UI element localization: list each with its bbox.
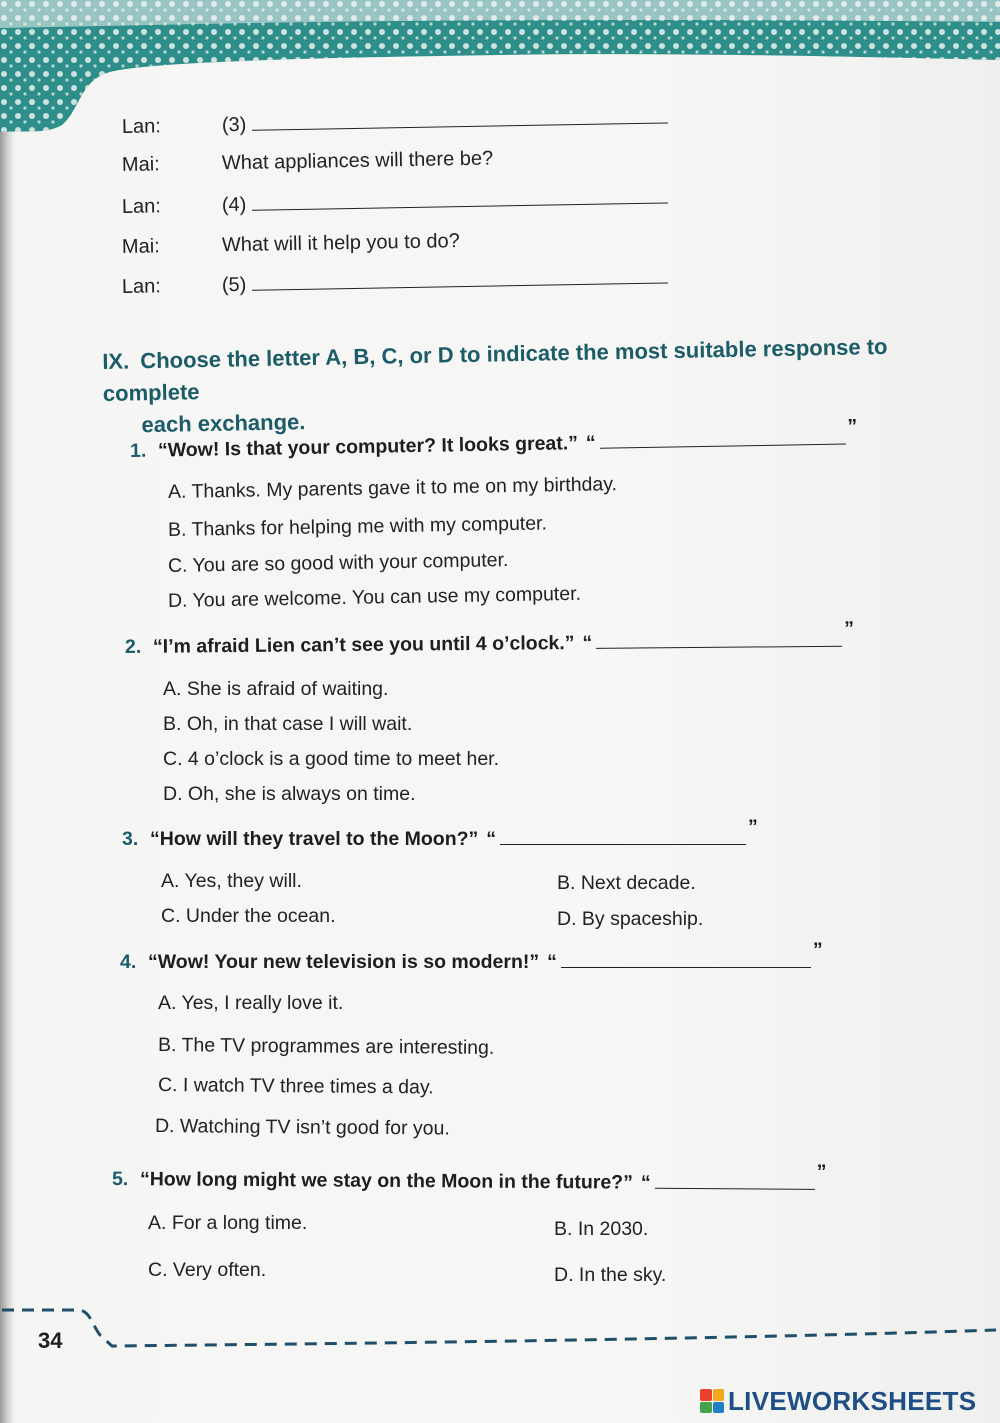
dialogue-line-5: [122, 266, 722, 306]
section-title-line1: Choose the letter A, B, C, or D to indicate the most suitable response to complete: [102, 333, 888, 406]
question-prompt: “Wow! Is that your computer? It looks great.”: [157, 432, 579, 462]
footer-dashed-line: [0, 1300, 1000, 1360]
speaker-label: Lan:: [121, 115, 162, 138]
liveworksheets-text: LIVEWORKSHEETS: [728, 1385, 977, 1416]
section-title: [102, 330, 934, 442]
speaker-label: Mai:: [121, 153, 160, 176]
section-title-line2: each exchange.: [141, 409, 306, 438]
answer-blank[interactable]: [596, 632, 842, 649]
option-c[interactable]: C. Under the ocean.: [161, 905, 336, 927]
option-d[interactable]: D. You are welcome. You can use my computer.: [167, 582, 582, 612]
question-number: 5.: [111, 1168, 129, 1191]
dialogue-line-4: [122, 186, 722, 226]
option-b[interactable]: B. The TV programmes are interesting.: [157, 1034, 495, 1059]
question-number: 2.: [124, 635, 142, 658]
option-b[interactable]: B. Thanks for helping me with my computer.: [167, 512, 548, 541]
answer-blank[interactable]: [500, 830, 746, 845]
dialogue-number: (4): [221, 193, 247, 217]
dialogue-number: (5): [221, 273, 247, 297]
option-c[interactable]: C. I watch TV three times a day.: [157, 1074, 434, 1099]
question-2: 2. “I’m afraid Lien can’t see you until 4 o’clock.” “”: [124, 617, 854, 658]
dialogue-text: What will it help you to do?: [221, 230, 460, 257]
dialogue-text: What appliances will there be?: [221, 147, 494, 175]
answer-blank[interactable]: [252, 186, 668, 210]
question-prompt: “Wow! Your new television is so modern!”: [148, 951, 540, 973]
liveworksheets-mark-icon: [700, 1389, 724, 1413]
section-number: IX.: [102, 348, 130, 374]
question-prompt: “I’m afraid Lien can’t see you until 4 o’clock.”: [152, 632, 575, 658]
liveworksheets-logo: [700, 1386, 976, 1416]
dialogue-line-question-appliances: [122, 144, 722, 184]
option-c[interactable]: C. You are so good with your computer.: [167, 549, 509, 577]
option-a[interactable]: A. Thanks. My parents gave it to me on my birthday.: [167, 473, 618, 503]
option-d[interactable]: D. By spaceship.: [557, 908, 704, 930]
question-prompt: “How long might we stay on the Moon in the future?”: [139, 1168, 633, 1194]
question-5: 5. “How long might we stay on the Moon in the future?” “ ”: [111, 1160, 827, 1194]
option-b[interactable]: B. Oh, in that case I will wait.: [163, 713, 413, 735]
page-number: 34: [38, 1328, 63, 1353]
answer-blank[interactable]: [252, 266, 668, 290]
option-b[interactable]: B. Next decade.: [557, 872, 696, 894]
question-number: 1.: [129, 439, 147, 462]
question-number: 3.: [122, 828, 139, 850]
option-c[interactable]: C. Very often.: [148, 1259, 267, 1281]
answer-blank[interactable]: [600, 430, 846, 449]
speaker-label: Lan:: [121, 195, 162, 218]
option-c[interactable]: C. 4 o’clock is a good time to meet her.: [163, 748, 499, 770]
question-prompt: “How will they travel to the Moon?”: [150, 828, 479, 850]
option-d[interactable]: D. Watching TV isn’t good for you.: [154, 1115, 450, 1140]
speaker-label: Mai:: [121, 235, 160, 258]
option-a[interactable]: A. Yes, they will.: [161, 870, 302, 892]
book-spine-shadow: [0, 0, 14, 1423]
question-number: 4.: [120, 951, 137, 973]
question-1: 1. “Wow! Is that your computer? It looks great.” “”: [129, 415, 858, 462]
option-d[interactable]: D. Oh, she is always on time.: [163, 783, 416, 805]
answer-blank[interactable]: [561, 953, 811, 968]
option-b[interactable]: B. In 2030.: [554, 1218, 649, 1240]
speaker-label: Lan:: [121, 275, 162, 298]
answer-blank[interactable]: [655, 1174, 815, 1190]
dialogue-number: (3): [221, 113, 247, 137]
option-d[interactable]: D. In the sky.: [554, 1264, 667, 1286]
option-a[interactable]: A. Yes, I really love it.: [158, 992, 344, 1014]
option-a[interactable]: A. For a long time.: [148, 1212, 308, 1234]
option-a[interactable]: A. She is afraid of waiting.: [163, 678, 389, 700]
dialogue-line-question-help: [122, 226, 722, 266]
question-4: 4. “Wow! Your new television is so modern!” “”: [120, 939, 823, 973]
question-3: 3. “How will they travel to the Moon?” “”: [122, 816, 758, 850]
